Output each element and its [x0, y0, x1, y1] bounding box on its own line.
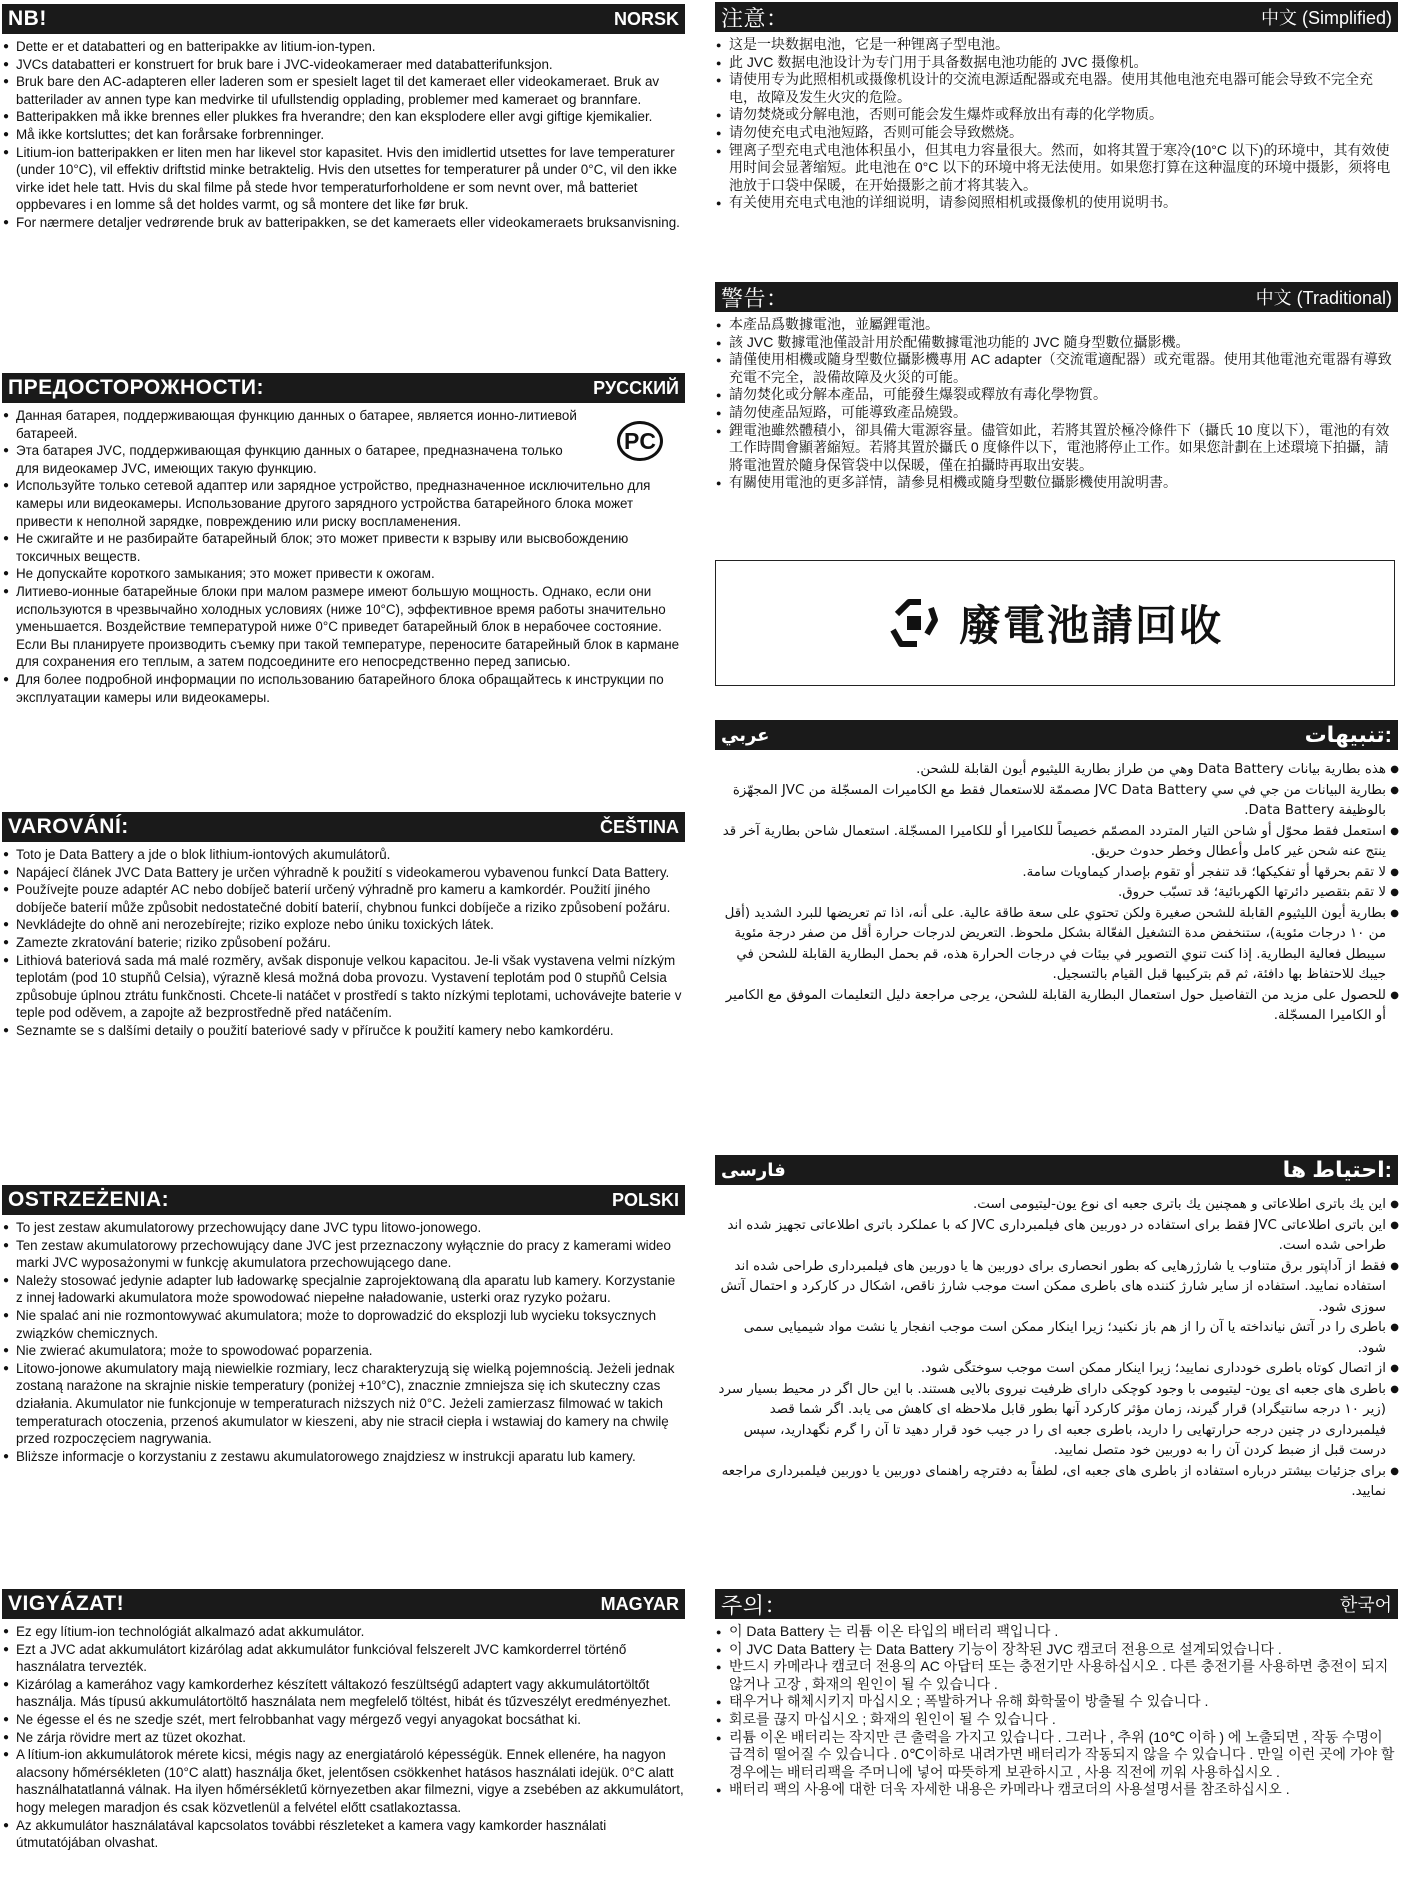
list-item: ● 請勿使產品短路，可能導致產品燒毀。: [729, 404, 1398, 422]
list-item: ● بطارية البيانات من جي في سي JVC Data Battery مصممّة للاستعمال فقط مع الكاميرات المسجّلة من JVC المجهّزة بالوظيفة Data Battery.: [715, 781, 1386, 822]
recycle-text: 廢電池請回收: [958, 601, 1223, 650]
section-chinese-traditional: [715, 282, 1398, 492]
list-item: ● 这是一块数据电池，它是一种锂离子型电池。: [729, 36, 1398, 54]
list-item: ● Ten zestaw akumulatorowy przechowujący dane JVC jest przeznaczony wyłącznie do pracy z kamerami wideo marki JVC wyposażonymi w funkcję akumulatora przechowującego dane.: [16, 1237, 685, 1272]
list-item: ● Эта батарея JVC, поддерживающая функцию данных о батарее, предназначена только для видеокамер JVC, имеющих такую функцию.: [16, 442, 589, 477]
certification-logo: PC: [617, 421, 663, 461]
list-item: ● این باتری اطلاعاتی JVC فقط برای استفاده در دوربین های فیلمبرداری JVC که با عملکرد باتری اطلاعاتی تجهیز شده اند طراحی شده است.: [715, 1216, 1386, 1257]
section-norsk: [2, 4, 685, 232]
list-item: ● بطارية أيون الليثيوم القابلة للشحن صغيرة ولكن تحتوي على سعة طاقة عالية. على أنه، اذا تم تعريضها للبرد الشديد (أقل من ١٠ درجات مئوية)، ستنخفض مدة التشغيل الفعّالة بشكل ملحوظ. التعريض لدرجات حرارة أقل من صفر درجة مئوية سيبطل فعالية البطارية. إذا كنت تنوي التصوير في بيئات في درجات الحرارة هذه، قم بحمل البطارية القابلة للشحن في جيبك للاحتفاظ بها دافئة، ثم قم بتركيبها قبل القيام بالتسجيل.: [715, 904, 1386, 986]
list-item: ● لا تقم بحرقها أو تفكيكها؛ قد تنفجر أو تقوم بإصدار كيماويات سامة.: [715, 863, 1386, 884]
section-language: РУССКИЙ: [593, 377, 679, 398]
list-item: ● باطری های جعبه ای یون- لیتیومی با وجود کوچکی دارای ظرفیت نیروی بالایی هستند. با این حال اگر در محیط بسیار سرد (زیر ۱۰ درجه سانتیگراد) قرار گیرند، زمان مؤثر کارکرد آنها بطور قابل ملاحظه ای کاهش می یابد. اگر شما قصد فیلمبرداری در چنین درجه حرارتهایی را دارید، باطری جعبه ای را در جیب خود قرار دهید تا آن را گرم نگهدارید، سپس درست قبل از ضبط کردن آن را به دوربین خود متصل نمایید.: [715, 1380, 1386, 1462]
list-item: ● To jest zestaw akumulatorowy przechowujący dane JVC typu litowo-jonowego.: [16, 1219, 685, 1237]
section-language: 한국어: [1339, 1595, 1392, 1615]
list-item: ● 이 JVC Data Battery 는 Data Battery 기능이 장착된 JVC 캠코더 전용으로 설계되었습니다 .: [729, 1641, 1398, 1659]
list-item: ● 리튬 이온 배터리는 작지만 큰 출력을 가지고 있습니다 . 그러나 , 추위 (10℃ 이하 ) 에 노출되면 , 작동 수명이 급격히 떨어질 수 있습니다 . 0℃이하로 내려가면 배터리가 작동되지 않을 수 있습니다 . 만일 이런 곳에 가야 할 경우에는 배터리팩을 주머니에 넣어 따뜻하게 보관하시고 , 사용 직전에 끼워 사용하십시오 .: [729, 1729, 1398, 1782]
warning-list: [715, 36, 1398, 212]
list-item: ● Nevkládejte do ohně ani nerozebírejte; riziko exploze nebo úniku toxických látek.: [16, 916, 685, 934]
list-item: ● Nie zwierać akumulatora; może to spowodować poparzenia.: [16, 1342, 685, 1360]
section-arabic: [715, 720, 1398, 1027]
recycle-icon: [887, 596, 941, 650]
list-item: ● 锂离子型充电式电池体积虽小，但其电力容量很大。然而，如将其置于寒冷(10°C 以下)的环境中，其有效使用时间会显著缩短。此电池在 0°C 以下的环境中将无法使用。如果您打算在这种温度的环境中摄影，须将电池放于口袋中保暖，在开始摄影之前才将其装入。: [729, 142, 1398, 195]
list-item: ● For nærmere detaljer vedrørende bruk av batteripakken, se det kameraets eller videokameraets bruksanvisning.: [16, 214, 685, 232]
section-language: MAGYAR: [600, 1593, 679, 1614]
list-item: ● 有关使用充电式电池的详细说明，请参阅照相机或摄像机的使用说明书。: [729, 194, 1398, 212]
list-item: ● Seznamte se s dalšími detaily o použití bateriové sady v příručce k použití kamery nebo kamkordéru.: [16, 1022, 685, 1040]
list-item: ● 회로를 끊지 마십시오 ; 화재의 원인이 될 수 있습니다 .: [729, 1711, 1398, 1729]
section-header: [715, 282, 1398, 312]
list-item: ● 태우거나 해체시키지 마십시오 ; 폭발하거나 유해 화학물이 방출될 수 있습니다 .: [729, 1693, 1398, 1711]
list-item: ● Dette er et databatteri og en batteripakke av litium-ion-typen.: [16, 38, 685, 56]
warning-list: [715, 1623, 1398, 1799]
list-item: ● 鋰電池雖然體積小，卻具備大電源容量。儘管如此，若將其置於極冷條件下（攝氏 10 度以下），電池的有效工作時間會顯著縮短。若將其置於攝氏 0 度條件以下，電池將停止工作。如果您計劃在上述環境下拍攝，請將電池置於隨身保管袋中以保暖，僅在拍攝時再取出安裝。: [729, 422, 1398, 475]
list-item: ● Данная батарея, поддерживающая функцию данных о батарее, является ионно-литиевой батареей.: [16, 407, 589, 442]
list-item: ● A lítium-ion akkumulátorok mérete kicsi, mégis nagy az energiatároló képességük. Ennek ellenére, ha nagyon alacsony hőmérsékleten (10°C alatt) használja őket, jelentősen csökkenhet hatásos használati idejük. 0°C alatt használhatatlanná válnak. Ha ilyen hőmérsékletű környezetben akar filmezni, vigye a zsebében az akkumulátort, hogy melegen maradjon és csak közvetlenül a felvétel előtt csatlakoztassa.: [16, 1746, 685, 1816]
section-polish: [2, 1185, 685, 1465]
section-persian: [715, 1155, 1398, 1503]
section-title: ПРЕДОСТОРОЖНОСТИ:: [8, 376, 265, 399]
section-language: فارسی: [721, 1159, 786, 1180]
section-title: 警告：: [721, 285, 789, 311]
section-title: تنبيهات:: [1304, 722, 1392, 747]
section-header: [2, 1185, 685, 1215]
section-language: 中文 (Simplified): [1260, 8, 1392, 28]
warning-list: [715, 316, 1398, 492]
warning-list: [2, 1219, 685, 1465]
section-header: [715, 2, 1398, 32]
list-item: ● 請僅使用相機或隨身型數位攝影機專用 AC adapter（交流電適配器）或充電器。使用其他電池充電器有導致充電不完全，設備故障及火災的可能。: [729, 351, 1398, 386]
warning-list: [2, 477, 685, 706]
list-item: ● Не сжигайте и не разбирайте батарейный блок; это может привести к взрыву или высвобождению токсичных веществ.: [16, 530, 685, 565]
warning-list: [715, 1195, 1398, 1503]
section-korean: [715, 1589, 1398, 1799]
recycle-notice: [715, 560, 1395, 686]
section-chinese-simplified: [715, 2, 1398, 212]
list-item: ● 请使用专为此照相机或摄像机设计的交流电源适配器或充电器。使用其他电池充电器可能会导致不完全充电，故障及发生火灾的危险。: [729, 71, 1398, 106]
list-item: ● Для более подробной информации по использованию батарейного блока обращайтесь к инструкции по эксплуатации камеры или видеокамеры.: [16, 671, 685, 706]
list-item: ● Не допускайте короткого замыкания; это может привести к ожогам.: [16, 565, 685, 583]
section-header: [715, 1589, 1398, 1619]
section-header: [715, 1155, 1398, 1185]
warning-list: [2, 846, 685, 1040]
list-item: ● Zamezte zkratování baterie; riziko způsobení požáru.: [16, 934, 685, 952]
list-item: ● 请勿使充电式电池短路，否则可能会导致燃烧。: [729, 124, 1398, 142]
list-item: ● 本產品爲數據電池，並屬鋰電池。: [729, 316, 1398, 334]
list-item: ● Kizárólag a kamerához vagy kamkorderhez készített váltakozó feszültségű adaptert vagy akkumulátortöltőt használja. Más típusú akkumulátortöltő használata nem megfelelő töltést, hibát és tűzveszélyt eredményezhet.: [16, 1676, 685, 1711]
section-header: [2, 1589, 685, 1619]
list-item: ● لا تقم بتقصير دائرتها الكهربائية؛ قد تسبّب حروق.: [715, 883, 1386, 904]
list-item: ● Az akkumulátor használatával kapcsolatos további részleteket a kamera vagy kamkorder használati útmutatójában olvashat.: [16, 1817, 685, 1852]
list-item: ● Ez egy lítium-ion technológiát alkalmazó adat akkumulátor.: [16, 1623, 685, 1641]
warning-list: [715, 760, 1398, 1027]
list-item: ● باطری را در آتش نیانداخته یا آن را از هم باز نکنید؛ زیرا اینکار ممکن است موجب انفجار یا نشت مواد شیمیایی سمی شود.: [715, 1318, 1386, 1359]
list-item: ● 반드시 카메라나 캠코더 전용의 AC 아답터 또는 충전기만 사용하십시오 . 다른 충전기를 사용하면 충전이 되지 않거나 고장 , 화재의 원인이 될 수 있습니다 .: [729, 1658, 1398, 1693]
section-title: احتیاط ها:: [1282, 1157, 1392, 1182]
list-item: ● 请勿焚烧或分解电池，否则可能会发生爆炸或释放出有毒的化学物质。: [729, 106, 1398, 124]
section-header: [2, 373, 685, 403]
section-title: 注意：: [721, 5, 789, 31]
list-item: ● Литиево-ионные батарейные блоки при малом размере имеют большую мощность. Однако, если они используются в чрезвычайно холодных условиях (ниже 10°C), эффективное время работы значительно уменьшается. Воздействие температурой ниже 0°C приведет батарейный блок в нерабочее состояние. Если Вы планируете производить съемку при такой температуре, переносите батарейный блок в кармане для сохранения его теплым, а затем подсоедините его непосредственно перед записью.: [16, 583, 685, 671]
section-title: VIGYÁZAT!: [8, 1592, 125, 1615]
list-item: ● Batteripakken må ikke brennes eller plukkes fra hverandre; den kan eksplodere eller avgi giftige kjemikalier.: [16, 108, 685, 126]
section-title: 주의：: [721, 1592, 788, 1618]
section-header: [2, 4, 685, 34]
list-item: ● Napájecí článek JVC Data Battery je určen výhradně k použití s videokamerou vybavenou funkcí Data Battery.: [16, 864, 685, 882]
list-item: ● از اتصال کوتاه باطری خودداری نمایید؛ زیرا اینکار ممکن است موجب سوختگی شود.: [715, 1359, 1386, 1380]
list-item: ● Nie spalać ani nie rozmontowywać akumulatora; może to doprowadzić do eksplozji lub wycieku toksycznych związków chemicznych.: [16, 1307, 685, 1342]
section-language: 中文 (Traditional): [1255, 288, 1392, 308]
section-title: OSTRZEŻENIA:: [8, 1188, 170, 1211]
list-item: ● 이 Data Battery 는 리튬 이온 타입의 배터리 팩입니다 .: [729, 1623, 1398, 1641]
section-header: [2, 812, 685, 842]
list-item: ● للحصول على مزيد من التفاصيل حول استعمال البطارية القابلة للشحن، يرجى مراجعة دليل التعليمات الموفق مع الكامير أو الكاميرا المسجّلة.: [715, 986, 1386, 1027]
list-item: ● هذه بطارية بيانات Data Battery وهي من طراز بطارية الليثيوم أيون القابلة للشحن.: [715, 760, 1386, 781]
section-hungarian: [2, 1589, 685, 1852]
list-item: ● Bliższe informacje o korzystaniu z zestawu akumulatorowego znajdziesz w instrukcji aparatu lub kamery.: [16, 1448, 685, 1466]
warning-list: [2, 1623, 685, 1852]
list-item: ● Ezt a JVC adat akkumulátort kizárólag adat akkumulátor funkcióval felszerelt JVC kamkorderrel történő használatra tervezték.: [16, 1641, 685, 1676]
list-item: ● 該 JVC 數據電池僅設計用於配備數據電池功能的 JVC 隨身型數位攝影機。: [729, 334, 1398, 352]
list-item: ● Litowo-jonowe akumulatory mają niewielkie rozmiary, lecz charakteryzują się wielką pojemnością. Jeżeli jednak zostaną narażone na skrajnie niskie temperatury (poniżej +10°C), znacznie zmniejsza się ich skuteczny czas działania. Akumulator nie funkcjonuje w temperaturach niższych niż 0°C. Jeżeli zamierzasz filmować w takich temperaturach otoczenia, przenoś akumulator w kieszeni, aby nie stracił ciepła i wstawiaj do kamery na chwilę przed rozpoczęciem nagrywania.: [16, 1360, 685, 1448]
list-item: ● Litium-ion batteripakken er liten men har likevel stor kapasitet. Hvis den imidlertid utsettes for lave temperaturer (under 10°C), vil effektiv driftstid minke betraktelig. Hvis den utsettes for temperaturer på under 0°C, vil den ikke virke idet hele tatt. Hvis du skal filme på stede hvor temperaturforholdene er som nevnt over, må batteriet oppbevares i en lomme så det holdes varmt, og så montere det like før bruk.: [16, 144, 685, 214]
section-title: NB!: [8, 7, 47, 30]
section-language: POLSKI: [611, 1189, 679, 1210]
section-language: عربي: [721, 724, 770, 745]
list-item: ● 此 JVC 数据电池设计为专门用于具备数据电池功能的 JVC 摄像机。: [729, 54, 1398, 72]
list-item: ● Należy stosować jedynie adapter lub ładowarkę specjalnie zaprojektowaną dla aparatu lub kamery. Korzystanie z innej ładowarki akumulatora może spowodować niepełne naładowanie, usterki oraz ryzyko pożaru.: [16, 1272, 685, 1307]
list-item: ● Må ikke kortsluttes; det kan forårsake forbrenninger.: [16, 126, 685, 144]
section-title: VAROVÁNÍ:: [8, 815, 129, 838]
warning-list: [2, 407, 685, 477]
list-item: ● 請勿焚化或分解本產品，可能發生爆裂或釋放有毒化學物質。: [729, 386, 1398, 404]
section-russian: [2, 373, 685, 706]
warning-list: [2, 38, 685, 232]
list-item: ● Ne égesse el és ne szedje szét, mert felrobbanhat vagy mérgező vegyi anyagokat bocsáthat ki.: [16, 1711, 685, 1729]
list-item: ● 배터리 팩의 사용에 대한 더욱 자세한 내용은 카메라나 캠코더의 사용설명서를 참조하십시오 .: [729, 1781, 1398, 1799]
section-czech: [2, 812, 685, 1040]
section-header: [715, 720, 1398, 750]
list-item: ● این یك باتری اطلاعاتی و همچنین یك باتری جعبه ای نوع یون-لیتیومی است.: [715, 1195, 1386, 1216]
section-language: ČEŠTINA: [599, 816, 679, 837]
list-item: ● فقط از آداپتور برق متناوب یا شارژرهایی که بطور انحصاری برای دوربین ها یا دوربین های فیلمبرداری طراحی شده اند استفاده نمایید. استفاده از سایر شارژ کننده های باطری ممکن است موجب شارژ ناقص، اشکال در کارکرد و احتمال آتش سوزی شود.: [715, 1257, 1386, 1319]
list-item: ● Ne zárja rövidre mert az tüzet okozhat.: [16, 1729, 685, 1747]
list-item: ● استعمل فقط محوّل أو شاحن التيار المتردد المصمّم خصيصاً للكاميرا أو للكاميرا المسجّلة. استعمال شاحن بطارية آخر قد ينتج عنه شحن غير كامل وأعطال وخطر حدوث حريق.: [715, 822, 1386, 863]
list-item: ● برای جزئیات بیشتر درباره استفاده از باطری های جعبه ای، لطفاً به دفترچه راهنمای دوربین یا دوربین فیلمبرداری مراجعه نمایید.: [715, 1462, 1386, 1503]
section-language: NORSK: [613, 8, 679, 29]
list-item: ● Lithiová bateriová sada má malé rozměry, avšak disponuje velkou kapacitou. Je-li však vystavena velmi nízkým teplotám (pod 10 stupňů Celsia), výrazně klesá možná doba provozu. Vystavení teplotám pod 0 stupňů Celsia způsobuje úplnou ztrátu funkčnosti. Chcete-li natáčet v prostředí s takto nízkými teplotami, uchovávejte baterie v teple pod oděvem, a zapojte až bezprostředně před natáčením.: [16, 952, 685, 1022]
list-item: ● Bruk bare den AC-adapteren eller laderen som er spesielt laget til det kameraet eller videokameraet. Bruk av batterilader av annen type kan medvirke til ufullstendig opplading, problemer med kameraet og brannfare.: [16, 73, 685, 108]
list-item: ● Используйте только сетевой адаптер или зарядное устройство, предназначенное исключительно для камеры или видеокамеры. Использование другого зарядного устройства батарейного блока может привести к неполной зарядке, повреждению или риску воспламенения.: [16, 477, 685, 530]
list-item: ● JVCs databatteri er konstruert for bruk bare i JVC-videokameraer med databatterifunksjon.: [16, 56, 685, 74]
list-item: ● Toto je Data Battery a jde o blok lithium-iontových akumulátorů.: [16, 846, 685, 864]
list-item: ● 有關使用電池的更多詳情，請參見相機或隨身型數位攝影機使用說明書。: [729, 474, 1398, 492]
list-item: ● Používejte pouze adaptér AC nebo dobíječ baterií určený výhradně pro kameru a kamkordér. Použití jiného dobíječe baterií může způsobit nedostatečné dobití baterií, chybnou funkci dobíječe a riziko způsobení požáru.: [16, 881, 685, 916]
